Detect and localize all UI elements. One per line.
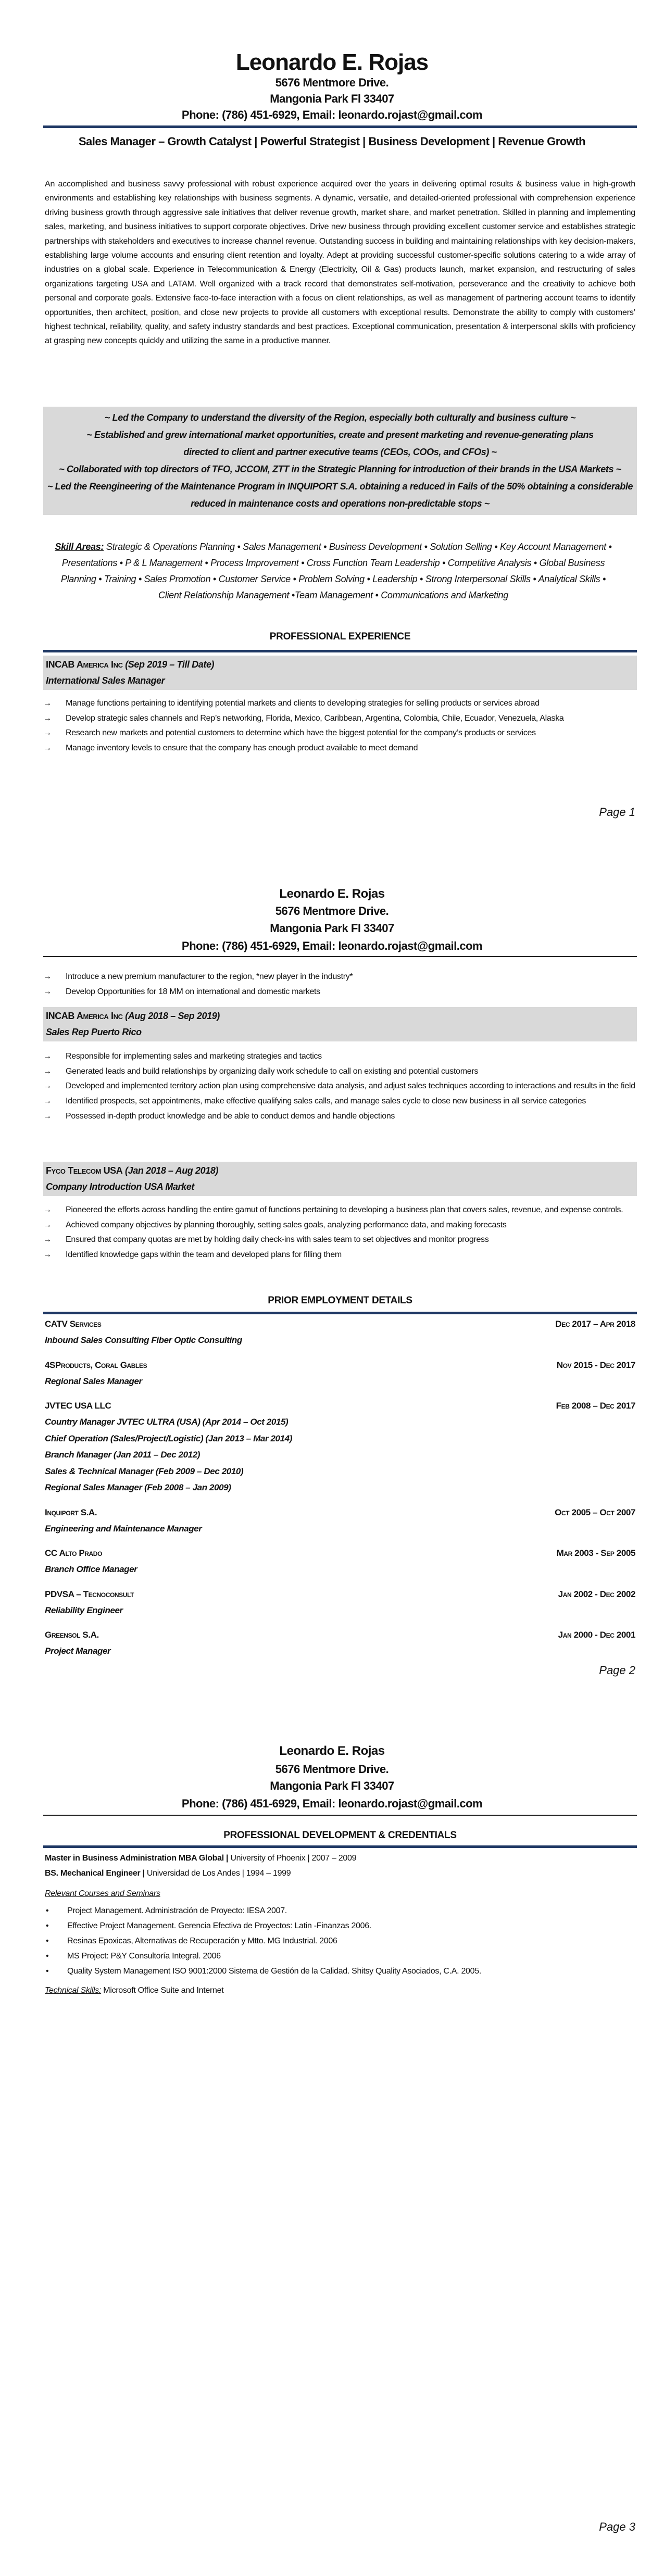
degree-institution: Universidad de Los Andes | 1994 – 1999 xyxy=(146,1869,291,1878)
bullet-text: Research new markets and potential customers to determine which have the biggest potential for the company’s products or services xyxy=(66,728,536,738)
list-item xyxy=(43,741,637,756)
section-rule xyxy=(43,1312,637,1314)
job-title-line xyxy=(46,1163,634,1179)
resume-page-2 xyxy=(0,854,664,1708)
prior-entry xyxy=(45,1398,635,1496)
candidate-name: Leonardo E. Rojas xyxy=(235,49,429,75)
job-dates: Nov 2015 - Dec 2017 xyxy=(556,1360,635,1370)
job-dates: Oct 2005 – Oct 2007 xyxy=(555,1507,635,1517)
address-line-2: Mangonia Park Fl 33407 xyxy=(270,1779,394,1792)
separator: | xyxy=(140,1869,147,1878)
job-role: Project Manager xyxy=(45,1646,111,1656)
bullet-text: Introduce a new premium manufacturer to the region, *new player in the industry* xyxy=(66,972,353,981)
tagline: Sales Manager – Growth Catalyst | Powerful Strategist | Business Development | Revenue Growth xyxy=(78,135,586,148)
job-dates: (Jan 2018 – Aug 2018) xyxy=(125,1165,219,1176)
company-name: JVTEC USA LLC xyxy=(45,1401,111,1411)
list-item xyxy=(43,1233,637,1248)
list-item xyxy=(43,726,637,741)
job-bullets xyxy=(43,970,637,999)
candidate-name: Leonardo E. Rojas xyxy=(279,1744,385,1758)
list-item xyxy=(43,1248,637,1263)
arrow-icon: → xyxy=(43,699,52,708)
job-role: Inbound Sales Consulting Fiber Optic Consulting xyxy=(45,1335,242,1345)
page-number: Page 2 xyxy=(599,1664,635,1677)
list-item xyxy=(45,1918,635,1933)
job-title-line xyxy=(46,657,634,673)
company-name: Fyco Telecom USA xyxy=(46,1165,123,1176)
resume-page-1 xyxy=(0,0,664,854)
technical-skills-value: Microsoft Office Suite and Internet xyxy=(101,1986,224,1995)
course-text: Project Management. Administración de Proyecto: IESA 2007. xyxy=(67,1906,287,1915)
job-role: Regional Sales Manager (Feb 2008 – Jan 2009) xyxy=(45,1482,231,1492)
arrow-icon: → xyxy=(43,728,52,738)
company-name: INCAB America Inc xyxy=(46,1011,123,1021)
courses-heading xyxy=(45,1886,635,1901)
prior-entry xyxy=(45,1505,635,1537)
contact-line: Phone: (786) 451-6929, Email: leonardo.rojast@gmail.com xyxy=(181,1797,483,1810)
arrow-icon: → xyxy=(43,972,52,981)
arrow-icon: → xyxy=(43,987,52,996)
list-item xyxy=(43,1049,637,1064)
bullet-text: Responsible for implementing sales and marketing strategies and tactics xyxy=(66,1052,322,1061)
section-rule xyxy=(43,650,637,652)
arrow-icon: → xyxy=(43,1082,52,1091)
section-rule xyxy=(43,1845,637,1848)
highlight-item: ~ Led the Company to understand the diversity of the Region, especially both culturally and business culture ~ xyxy=(104,412,576,423)
list-item xyxy=(43,1064,637,1079)
prior-entry xyxy=(45,1316,635,1349)
bullet-text: Pioneered the efforts across handling the entire gamut of functions pertaining to developing a business plan that covers sales, revenue, and expense controls. xyxy=(66,1205,623,1214)
list-item xyxy=(43,696,637,711)
job-header xyxy=(43,1162,637,1196)
arrow-icon: → xyxy=(43,1097,52,1106)
job-dates: (Aug 2018 – Sep 2019) xyxy=(125,1011,220,1021)
company-name: Greensol S.A. xyxy=(45,1630,99,1640)
professional-summary: An accomplished and business savvy professional with robust experience acquired over the years in delivering optimal results & business value in high-growth environments and establishing key relationships with business segments. A dynamic, versatile, and detailed-oriented professional with comprehension experience driving business growth through aggressive sale initiatives that deliver revenue growth, market share, and market penetration. Skilled in planning and implementing sales, marketing, and business initiatives to support corporate objectives. Drive new business through providing excellent customer service and establishes strategic partnerships with stakeholders and executives to increase channel revenue. Outstanding success in building and maintaining relationships with key decision-makers, establishing large volume accounts and ensuring client retention and loyalty. Adept at providing successful customer-specific solutions catering to a wide array of industries on a global scale. Experience in Telecommunication & Energy (Electricity, Oil & Gas) products launch, market expansion, and restructuring of sales organizations targeting USA and LATAM. Well organized with a track record that demonstrates self-motivation, perseverance and the creativity to achieve both personal and corporate goals. Extensive face-to-face interaction with a focus on client relationships, as well as management of partnering account teams to identify opportunities, then architect, position, and close new projects to provide all customers with exceptional results. Demonstrate the ability to comply with customers’ highest technical, reliability, quality, and safety industry standards and best practices. Exceptional communication, presentation & interpersonal skills with proficiency at grasping new concepts quickly and utilizing the same in a productive manner. xyxy=(45,180,635,346)
job-dates: Mar 2003 - Sep 2005 xyxy=(556,1548,635,1558)
bullet-text: Ensured that company quotas are met by holding daily check-ins with sales team to set objectives and monitor progress xyxy=(66,1235,489,1245)
highlights-box xyxy=(43,407,637,515)
highlight-item: ~ Established and grew international market opportunities, create and present marketing and revenue-generating plans directed to client and partner executive teams (CEOs, COOs, and CFOs) ~ xyxy=(86,430,594,457)
bullet-icon: • xyxy=(46,1937,49,1945)
job-title-line xyxy=(46,1008,634,1024)
header-rule xyxy=(43,956,637,957)
prior-entry-header xyxy=(45,1587,635,1602)
skill-areas-label: Skill Areas: xyxy=(55,542,104,552)
skill-areas xyxy=(52,539,615,604)
section-title-prior: PRIOR EMPLOYMENT DETAILS xyxy=(268,1295,412,1306)
prior-entry-header xyxy=(45,1358,635,1373)
page-number: Page 3 xyxy=(599,2520,635,2533)
arrow-icon: → xyxy=(43,1220,52,1229)
bullet-text: Identified prospects, set appointments, make effective qualifying sales calls, and manage sales cycle to close new business in all service categories xyxy=(66,1097,586,1106)
job-role: Sales & Technical Manager (Feb 2009 – Dec 2010) xyxy=(45,1466,244,1476)
degree-name: Master in Business Administration MBA Global xyxy=(45,1854,224,1863)
skill-areas-list: Strategic & Operations Planning • Sales Management • Business Development • Solution Selling • Key Account Management • Presentations • P & L Management • Process Improvement • Cross Function Team Leadership • Competitive Analysis • Global Business Planning • Training • Sales Promotion • Customer Service • Problem Solving • Leadership • Strong Interpersonal Skills • Analytical Skills • Client Relationship Management •Team Management • Communications and Marketing xyxy=(60,542,612,600)
bullet-text: Develop strategic sales channels and Rep’s networking, Florida, Mexico, Caribbean, Argentina, Colombia, Chile, Ecuador, Venezuela, Alaska xyxy=(66,713,564,723)
list-item xyxy=(43,970,637,985)
list-item xyxy=(43,1203,637,1218)
company-name: INCAB America Inc xyxy=(46,659,123,670)
header-rule xyxy=(43,125,637,128)
bullet-text: Manage functions pertaining to identifying potential markets and clients to developing strategies for selling products or services abroad xyxy=(66,699,540,708)
bullet-icon: • xyxy=(46,1906,49,1915)
list-item xyxy=(45,1933,635,1949)
bullet-text: Developed and implemented territory action plan using comprehensive data analysis, and adjust sales techniques according to interactions and results in the field xyxy=(66,1082,635,1091)
technical-skills-label: Technical Skills: xyxy=(45,1986,102,1995)
job-bullets xyxy=(43,696,637,756)
prior-entry-header xyxy=(45,1316,635,1332)
job-bullets xyxy=(43,1049,637,1124)
section-title-experience: PROFESSIONAL EXPERIENCE xyxy=(269,631,411,642)
course-text: Effective Project Management. Gerencia Efectiva de Proyectos: Latin -Finanzas 2006. xyxy=(67,1921,372,1930)
header-rule xyxy=(43,1815,637,1816)
address-line-2: Mangonia Park Fl 33407 xyxy=(270,922,394,935)
technical-skills xyxy=(45,1983,635,1998)
bullet-icon: • xyxy=(46,1967,49,1976)
job-role: Sales Rep Puerto Rico xyxy=(46,1027,142,1037)
bullet-text: Possessed in-depth product knowledge and be able to conduct demos and handle objections xyxy=(66,1111,395,1121)
job-role: Branch Manager (Jan 2011 – Dec 2012) xyxy=(45,1450,201,1460)
degree-item xyxy=(45,1866,635,1881)
job-dates: Jan 2002 - Dec 2002 xyxy=(558,1589,635,1599)
courses-list xyxy=(45,1903,635,1979)
bullet-icon: • xyxy=(46,1952,49,1961)
separator: | xyxy=(223,1854,231,1863)
highlight-item: ~ Led the Reengineering of the Maintenance Program in INQUIPORT S.A. obtaining a reduced in Fails of the 50% obtaining a considerable reduced in maintenance costs and operations non-predictable stops ~ xyxy=(47,481,633,509)
company-name: PDVSA – Tecnoconsult xyxy=(45,1589,134,1599)
job-header xyxy=(43,1007,637,1041)
list-item xyxy=(45,1964,635,1979)
company-name: Inquiport S.A. xyxy=(45,1507,97,1517)
credentials-section xyxy=(45,1851,635,1998)
prior-employment-list xyxy=(45,1316,635,1668)
degree-item xyxy=(45,1851,635,1866)
course-text: Resinas Epoxicas, Alternativas de Recuperación y Mtto. MG Industrial. 2006 xyxy=(67,1937,337,1945)
prior-entry xyxy=(45,1545,635,1578)
job-dates: Dec 2017 – Apr 2018 xyxy=(555,1319,635,1329)
list-item xyxy=(45,1949,635,1964)
job-role: International Sales Manager xyxy=(46,675,165,686)
arrow-icon: → xyxy=(43,1250,52,1260)
arrow-icon: → xyxy=(43,744,52,753)
course-text: MS Project: P&Y Consultoría Integral. 2006 xyxy=(67,1952,221,1961)
address-line-1: 5676 Mentmore Drive. xyxy=(275,76,389,89)
resume-page-3 xyxy=(0,1708,664,2576)
prior-entry-header xyxy=(45,1505,635,1521)
bullet-text: Develop Opportunities for 18 MM on international and domestic markets xyxy=(66,987,320,996)
bullet-text: Achieved company objectives by planning thoroughly, setting sales goals, analyzing performance data, and making forecasts xyxy=(66,1220,507,1229)
prior-entry-header xyxy=(45,1398,635,1414)
bullet-text: Identified knowledge gaps within the team and developed plans for filling them xyxy=(66,1250,342,1260)
job-dates: Jan 2000 - Dec 2001 xyxy=(558,1630,635,1640)
prior-entry-header xyxy=(45,1545,635,1561)
prior-entry xyxy=(45,1587,635,1619)
degree-institution: University of Phoenix | 2007 – 2009 xyxy=(230,1854,357,1863)
prior-entry-header xyxy=(45,1627,635,1643)
courses-heading-text: Relevant Courses and Seminars xyxy=(45,1889,160,1898)
bullet-text: Generated leads and build relationships by organizing daily work schedule to call on existing and potential customers xyxy=(66,1066,479,1076)
arrow-icon: → xyxy=(43,1111,52,1121)
company-name: CC Alto Prado xyxy=(45,1548,103,1558)
section-title-credentials: PROFESSIONAL DEVELOPMENT & CREDENTIALS xyxy=(223,1830,457,1841)
highlight-item: ~ Collaborated with top directors of TFO, JCCOM, ZTT in the Strategic Planning for introduction of their brands in the USA Markets ~ xyxy=(59,464,621,474)
list-item xyxy=(43,1218,637,1233)
company-name: CATV Services xyxy=(45,1319,102,1329)
job-dates: (Sep 2019 – Till Date) xyxy=(125,659,215,670)
bullet-icon: • xyxy=(46,1921,49,1930)
address-line-2: Mangonia Park Fl 33407 xyxy=(270,92,394,105)
page-number: Page 1 xyxy=(599,806,635,819)
job-bullets xyxy=(43,1203,637,1263)
arrow-icon: → xyxy=(43,1235,52,1245)
job-role: Chief Operation (Sales/Project/Logistic) (Jan 2013 – Mar 2014) xyxy=(45,1433,292,1443)
job-dates: Feb 2008 – Dec 2017 xyxy=(556,1401,635,1411)
arrow-icon: → xyxy=(43,1052,52,1061)
course-text: Quality System Management ISO 9001:2000 Sistema de Gestión de la Calidad. Shitsy Quality Asociados, C.A. 2005. xyxy=(67,1967,482,1976)
job-role: Branch Office Manager xyxy=(45,1564,137,1574)
candidate-name: Leonardo E. Rojas xyxy=(279,887,385,901)
arrow-icon: → xyxy=(43,713,52,723)
arrow-icon: → xyxy=(43,1205,52,1214)
list-item xyxy=(43,1079,637,1094)
company-name: 4SProducts, Coral Gables xyxy=(45,1360,147,1370)
prior-entry xyxy=(45,1627,635,1660)
list-item xyxy=(43,985,637,1000)
bullet-text: Manage inventory levels to ensure that the company has enough product available to meet demand xyxy=(66,744,418,753)
list-item xyxy=(43,711,637,726)
degree-name: BS. Mechanical Engineer xyxy=(45,1869,141,1878)
contact-line: Phone: (786) 451-6929, Email: leonardo.rojast@gmail.com xyxy=(181,939,483,952)
job-role: Company Introduction USA Market xyxy=(46,1182,194,1192)
address-line-1: 5676 Mentmore Drive. xyxy=(275,1763,389,1776)
contact-line: Phone: (786) 451-6929, Email: leonardo.rojast@gmail.com xyxy=(181,108,483,121)
job-role: Engineering and Maintenance Manager xyxy=(45,1523,202,1534)
list-item xyxy=(43,1109,637,1124)
prior-entry xyxy=(45,1358,635,1390)
job-role: Reliability Engineer xyxy=(45,1605,123,1615)
list-item xyxy=(43,1094,637,1109)
job-role: Country Manager JVTEC ULTRA (USA) (Apr 2014 – Oct 2015) xyxy=(45,1417,289,1427)
arrow-icon: → xyxy=(43,1066,52,1076)
job-role: Regional Sales Manager xyxy=(45,1376,142,1386)
job-header xyxy=(43,656,637,690)
list-item xyxy=(45,1903,635,1918)
address-line-1: 5676 Mentmore Drive. xyxy=(275,904,389,918)
